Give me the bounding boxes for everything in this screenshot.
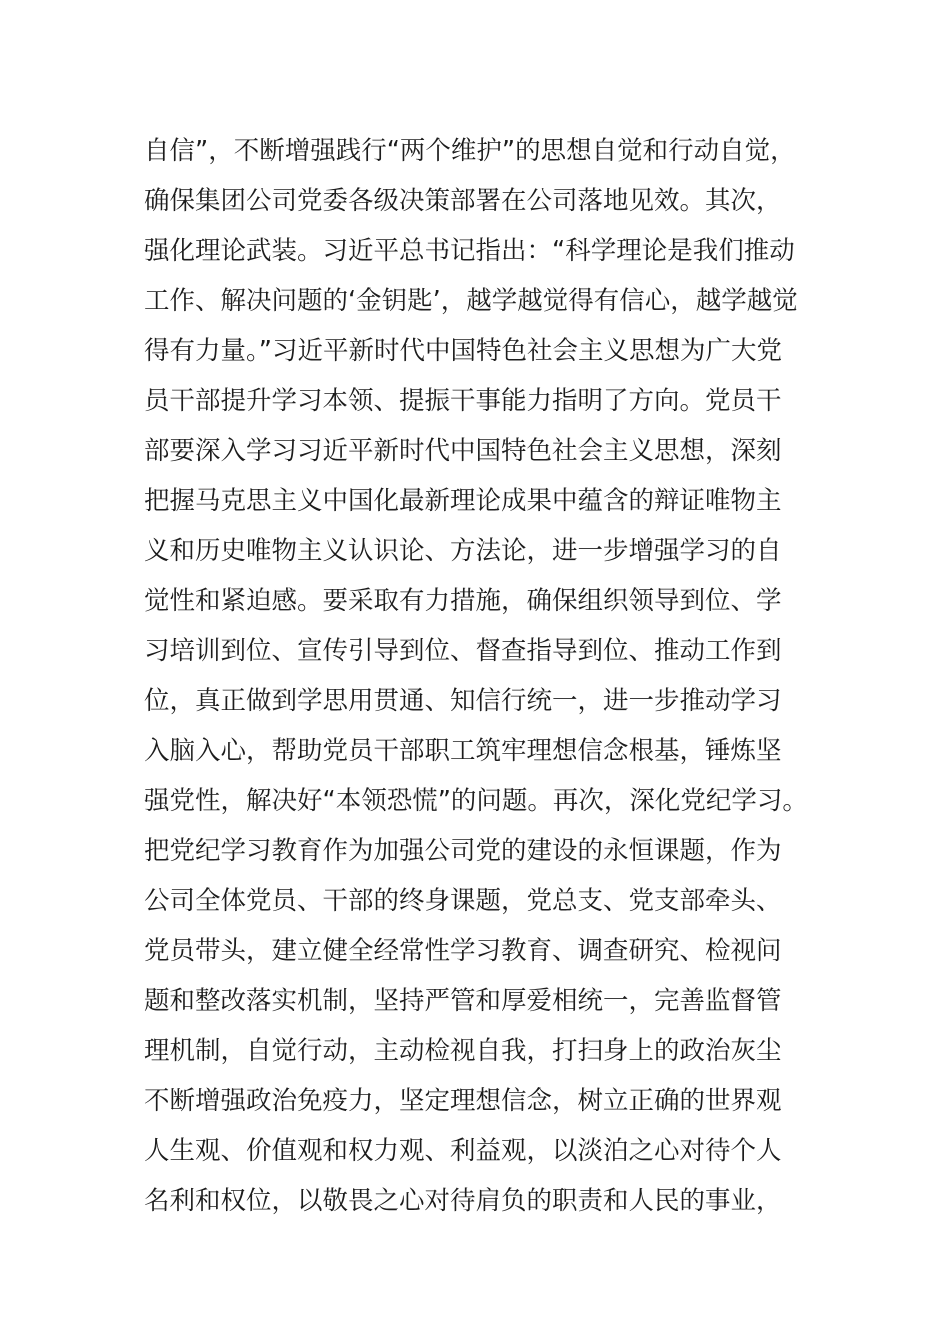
text-line: 把党纪学习教育作为加强公司党的建设的永恒课题，作为 — [144, 836, 782, 866]
text-line: 强化理论武装。习近平总书记指出：“科学理论是我们推动 — [144, 236, 795, 266]
text-line: 自信”，不断增强践行“两个维护”的思想自觉和行动自觉， — [144, 136, 796, 166]
text-line: 把握马克思主义中国化最新理论成果中蕴含的辩证唯物主 — [144, 486, 782, 516]
text-line: 习培训到位、宣传引导到位、督查指导到位、推动工作到 — [144, 636, 782, 666]
text-line: 义和历史唯物主义认识论、方法论，进一步增强学习的自 — [144, 536, 782, 566]
text-line: 位，真正做到学思用贯通、知信行统一，进一步推动学习 — [144, 686, 782, 716]
text-line: 党员带头，建立健全经常性学习教育、调查研究、检视问 — [144, 936, 782, 966]
text-line: 部要深入学习习近平新时代中国特色社会主义思想，深刻 — [144, 436, 782, 466]
text-line: 人生观、价值观和权力观、利益观，以淡泊之心对待个人 — [144, 1136, 782, 1166]
text-line: 公司全体党员、干部的终身课题，党总支、党支部牵头、 — [144, 886, 782, 916]
text-line: 不断增强政治免疫力，坚定理想信念，树立正确的世界观 — [144, 1086, 782, 1116]
text-line: 入脑入心，帮助党员干部职工筑牢理想信念根基，锤炼坚 — [144, 736, 782, 766]
text-line: 得有力量。”习近平新时代中国特色社会主义思想为广大党 — [144, 336, 782, 366]
text-line: 强党性，解决好“本领恐慌”的问题。再次，深化党纪学习。 — [144, 786, 808, 816]
text-line: 员干部提升学习本领、提振干事能力指明了方向。党员干 — [144, 386, 782, 416]
text-line: 理机制，自觉行动，主动检视自我，打扫身上的政治灰尘 — [144, 1036, 782, 1066]
text-line: 题和整改落实机制，坚持严管和厚爱相统一，完善监督管 — [144, 986, 782, 1016]
body-text — [144, 126, 814, 1226]
text-line: 工作、解决问题的‘金钥匙’，越学越觉得有信心，越学越觉 — [144, 286, 798, 316]
text-line: 名利和权位，以敬畏之心对待肩负的职责和人民的事业， — [144, 1186, 782, 1216]
text-line: 觉性和紧迫感。要采取有力措施，确保组织领导到位、学 — [144, 586, 782, 616]
text-line: 确保集团公司党委各级决策部署在公司落地见效。其次， — [144, 186, 782, 216]
